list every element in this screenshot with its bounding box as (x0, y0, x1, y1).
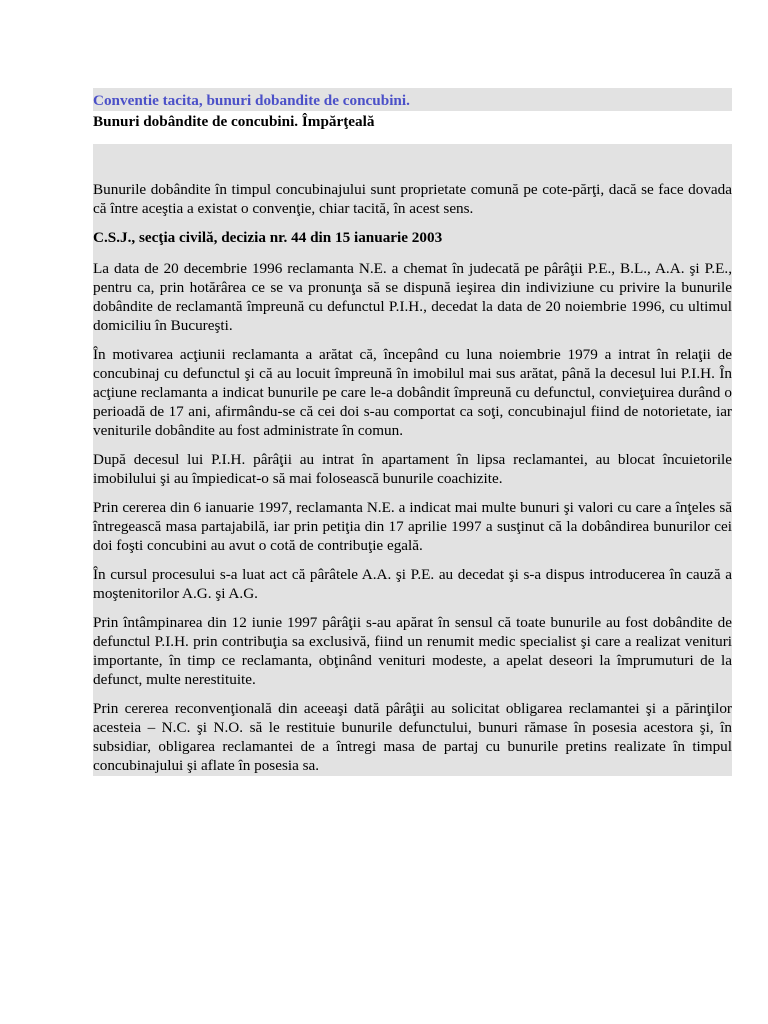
court-reference: C.S.J., secţia civilă, decizia nr. 44 din 15 ianuarie 2003 (93, 229, 443, 246)
title-band (93, 88, 732, 111)
body-paragraph: Prin întâmpinarea din 12 iunie 1997 pârâţii s-au apărat în sensul că toate bunurile au fost dobândite de defunctul P.I.H. prin contribuţia sa exclusivă, fiind un renumit medic specialist şi care a realizat venituri importante, în timp ce reclamanta, obţinând venituri modeste, a apelat deseori la împrumuturi de la defunct, multe nerestituite. (93, 614, 732, 688)
body-paragraph: În motivarea acţiunii reclamanta a arătat că, începând cu luna noiembrie 1979 a intrat în relaţii de concubinaj cu defunctul şi că au locuit împreună în imobilul mai sus arătat, până la decesul lui P.I.H. În acţiune reclamanta a indicat bunurile pe care le-a dobândit împreună cu defunctul, convieţuirea durând o perioadă de 17 ani, afirmându-se că cei doi s-au comportat ca soţi, concubinajul fiind de notorietate, iar veniturile dobândite au fost administrate în comun. (93, 346, 732, 439)
summary-paragraph: Bunurile dobândite în timpul concubinajului sunt proprietate comună pe cote-părţi, dacă se face dovada că între aceştia a existat o convenţie, chiar tacită, în acest sens. (93, 181, 732, 217)
body-paragraph: Prin cererea reconvenţională din aceeaşi dată pârâţii au solicitat obligarea reclamantei şi a părinţilor acesteia – N.C. şi N.O. să le restituie bunurile defunctului, bunuri rămase în posesia acestora şi, în subsidiar, obligarea reclamantei de a întregi masa de partaj cu bunurile pretins realizate în timpul concubinajului şi aflate în posesia sa. (93, 700, 732, 774)
document (93, 88, 732, 776)
document-subtitle: Bunuri dobândite de concubini. Împărţeală (93, 111, 732, 134)
document-title-link[interactable]: Conventie tacita, bunuri dobandite de concubini. (93, 92, 410, 109)
section-gap (93, 134, 732, 144)
body-paragraph: La data de 20 decembrie 1996 reclamanta N.E. a chemat în judecată pe pârâţii P.E., B.L., A.A. şi P.E., pentru ca, prin hotărârea ce se va pronunţa să se dispună ieşirea din indiviziune cu privire la bunurile dobândite de reclamantă împreună cu defunctul P.I.H., decedat la data de 20 noiembrie 1996, cu ultimul domiciliu în Bucureşti. (93, 260, 732, 334)
body-paragraph: În cursul procesului s-a luat act că pârâtele A.A. şi P.E. au decedat şi s-a dispus introducerea în cauză a moştenitorilor A.G. şi A.G. (93, 566, 732, 602)
body-paragraph: După decesul lui P.I.H. pârâţii au intrat în apartament în lipsa reclamantei, au blocat încuietorile imobilului şi au împiedicat-o să mai folosească bunurile coachizite. (93, 451, 732, 487)
body-paragraph: Prin cererea din 6 ianuarie 1997, reclamanta N.E. a indicat mai multe bunuri şi valori cu care a înţeles să întregească masa partajabilă, iar prin petiţia din 17 aprilie 1997 a susţinut că la dobândirea bunurilor cei doi foşti concubini au avut o cotă de contribuţie egală. (93, 499, 732, 554)
document-body (93, 144, 732, 776)
